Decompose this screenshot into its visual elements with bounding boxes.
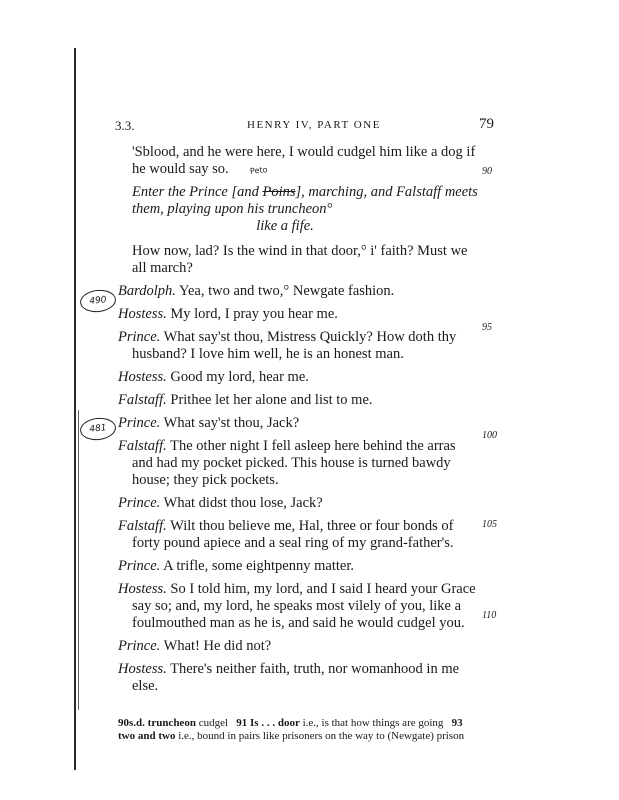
footnote-number: 91 — [236, 717, 248, 729]
section-number: 3.3. — [115, 118, 135, 133]
speech-text: Good my lord, hear me. — [170, 369, 309, 385]
speaker-name: Prince. — [118, 415, 161, 431]
speech — [118, 392, 478, 409]
stage-direction-text: like a fife. — [256, 218, 314, 234]
speaker-name: Prince. — [118, 495, 161, 511]
footnote-term: two and two — [118, 730, 176, 742]
speaker-name: Falstaff. — [118, 438, 167, 454]
speaker-name: Prince. — [118, 558, 161, 574]
speaker-name: Hostess. — [118, 369, 167, 385]
footnotes — [118, 717, 478, 743]
footnote-number: 90s.d. — [118, 717, 145, 729]
speech-continuation — [118, 144, 478, 178]
speech-text: So I told him, my lord, and I said I heard your Grace say so; and, my lord, he speaks most vilely of you, like a foulmouthed man as he is, and said he would cudgel you. — [132, 581, 476, 631]
speech — [118, 581, 478, 632]
page-number: 79 — [479, 116, 494, 132]
speech-text: The other night I fell asleep here behind the arras and had my pocket picked. This house is turned bawdy house; they pick pockets. — [132, 438, 456, 488]
speech-text: Yea, two and two,° Newgate fashion. — [178, 283, 395, 299]
footnote-term: Is . . . door — [250, 717, 300, 729]
line-number: 100 — [482, 430, 497, 441]
speech — [118, 415, 478, 432]
struck-name: Poins — [262, 184, 296, 200]
line-number: 90 — [482, 166, 492, 177]
speaker-name: Falstaff. — [118, 392, 167, 408]
speech — [118, 369, 478, 386]
speech — [118, 438, 478, 489]
footnote-gloss: i.e., is that how things are going — [302, 717, 444, 729]
speaker-name: Hostess. — [118, 581, 167, 597]
line-number: 110 — [482, 610, 497, 621]
speech — [118, 638, 478, 655]
speech-text: 'Sblood, and he were here, I would cudgel him like a dog if he would say so. — [132, 144, 476, 177]
speech-text: Wilt thou believe me, Hal, three or four bonds of forty pound apiece and a seal ring of my grand-father's. — [132, 518, 454, 551]
speech-text: What didst thou lose, Jack? — [163, 495, 323, 511]
speech — [118, 661, 478, 695]
footnote-gloss: cudgel — [198, 717, 229, 729]
speech-text: There's neither faith, truth, nor womanhood in me else. — [132, 661, 460, 694]
play-text — [118, 144, 478, 701]
circled-note-490: 490 — [79, 288, 117, 314]
circled-note-481: 481 — [79, 416, 117, 442]
stage-direction — [132, 184, 478, 235]
stage-direction-text: Enter the Prince [and — [132, 184, 263, 200]
scan-edge-line-secondary — [78, 410, 79, 710]
speech-text: Prithee let her alone and list to me. — [170, 392, 373, 408]
running-title: HENRY IV, PART ONE — [247, 119, 381, 131]
speech — [118, 495, 478, 512]
speech-text: My lord, I pray you hear me. — [170, 306, 338, 322]
speaker-name: Prince. — [118, 638, 161, 654]
footnote-term: truncheon — [147, 717, 196, 729]
line-number: 105 — [482, 519, 497, 530]
speech — [118, 306, 478, 323]
speech — [118, 243, 478, 277]
scan-edge-line — [74, 48, 76, 770]
line-number: 95 — [482, 322, 492, 333]
speech-text: A trifle, some eightpenny matter. — [163, 558, 354, 574]
speaker-name: Bardolph. — [118, 283, 176, 299]
speaker-name: Prince. — [118, 329, 161, 345]
speaker-name: Falstaff. — [118, 518, 167, 534]
footnote-gloss: i.e., bound in pairs like prisoners on the way to (Newgate) prison — [178, 730, 465, 742]
speech — [118, 329, 478, 363]
footnote-number: 93 — [451, 717, 463, 729]
speech-text: How now, lad? Is the wind in that door,° i' faith? Must we all march? — [132, 243, 468, 276]
speech — [118, 283, 478, 300]
speech-text: What say'st thou, Jack? — [163, 415, 300, 431]
stage-direction-text: ], marching, and Falstaff meets them, playing upon his truncheon° — [132, 184, 478, 217]
speaker-name: Hostess. — [118, 306, 167, 322]
speech — [118, 518, 478, 552]
handwritten-annotation: Peto — [249, 165, 268, 176]
speech — [118, 558, 478, 575]
speech-text: What! He did not? — [163, 638, 272, 654]
speech-text: What say'st thou, Mistress Quickly? How doth thy husband? I love him well, he is an honest man. — [132, 329, 457, 362]
speaker-name: Hostess. — [118, 661, 167, 677]
